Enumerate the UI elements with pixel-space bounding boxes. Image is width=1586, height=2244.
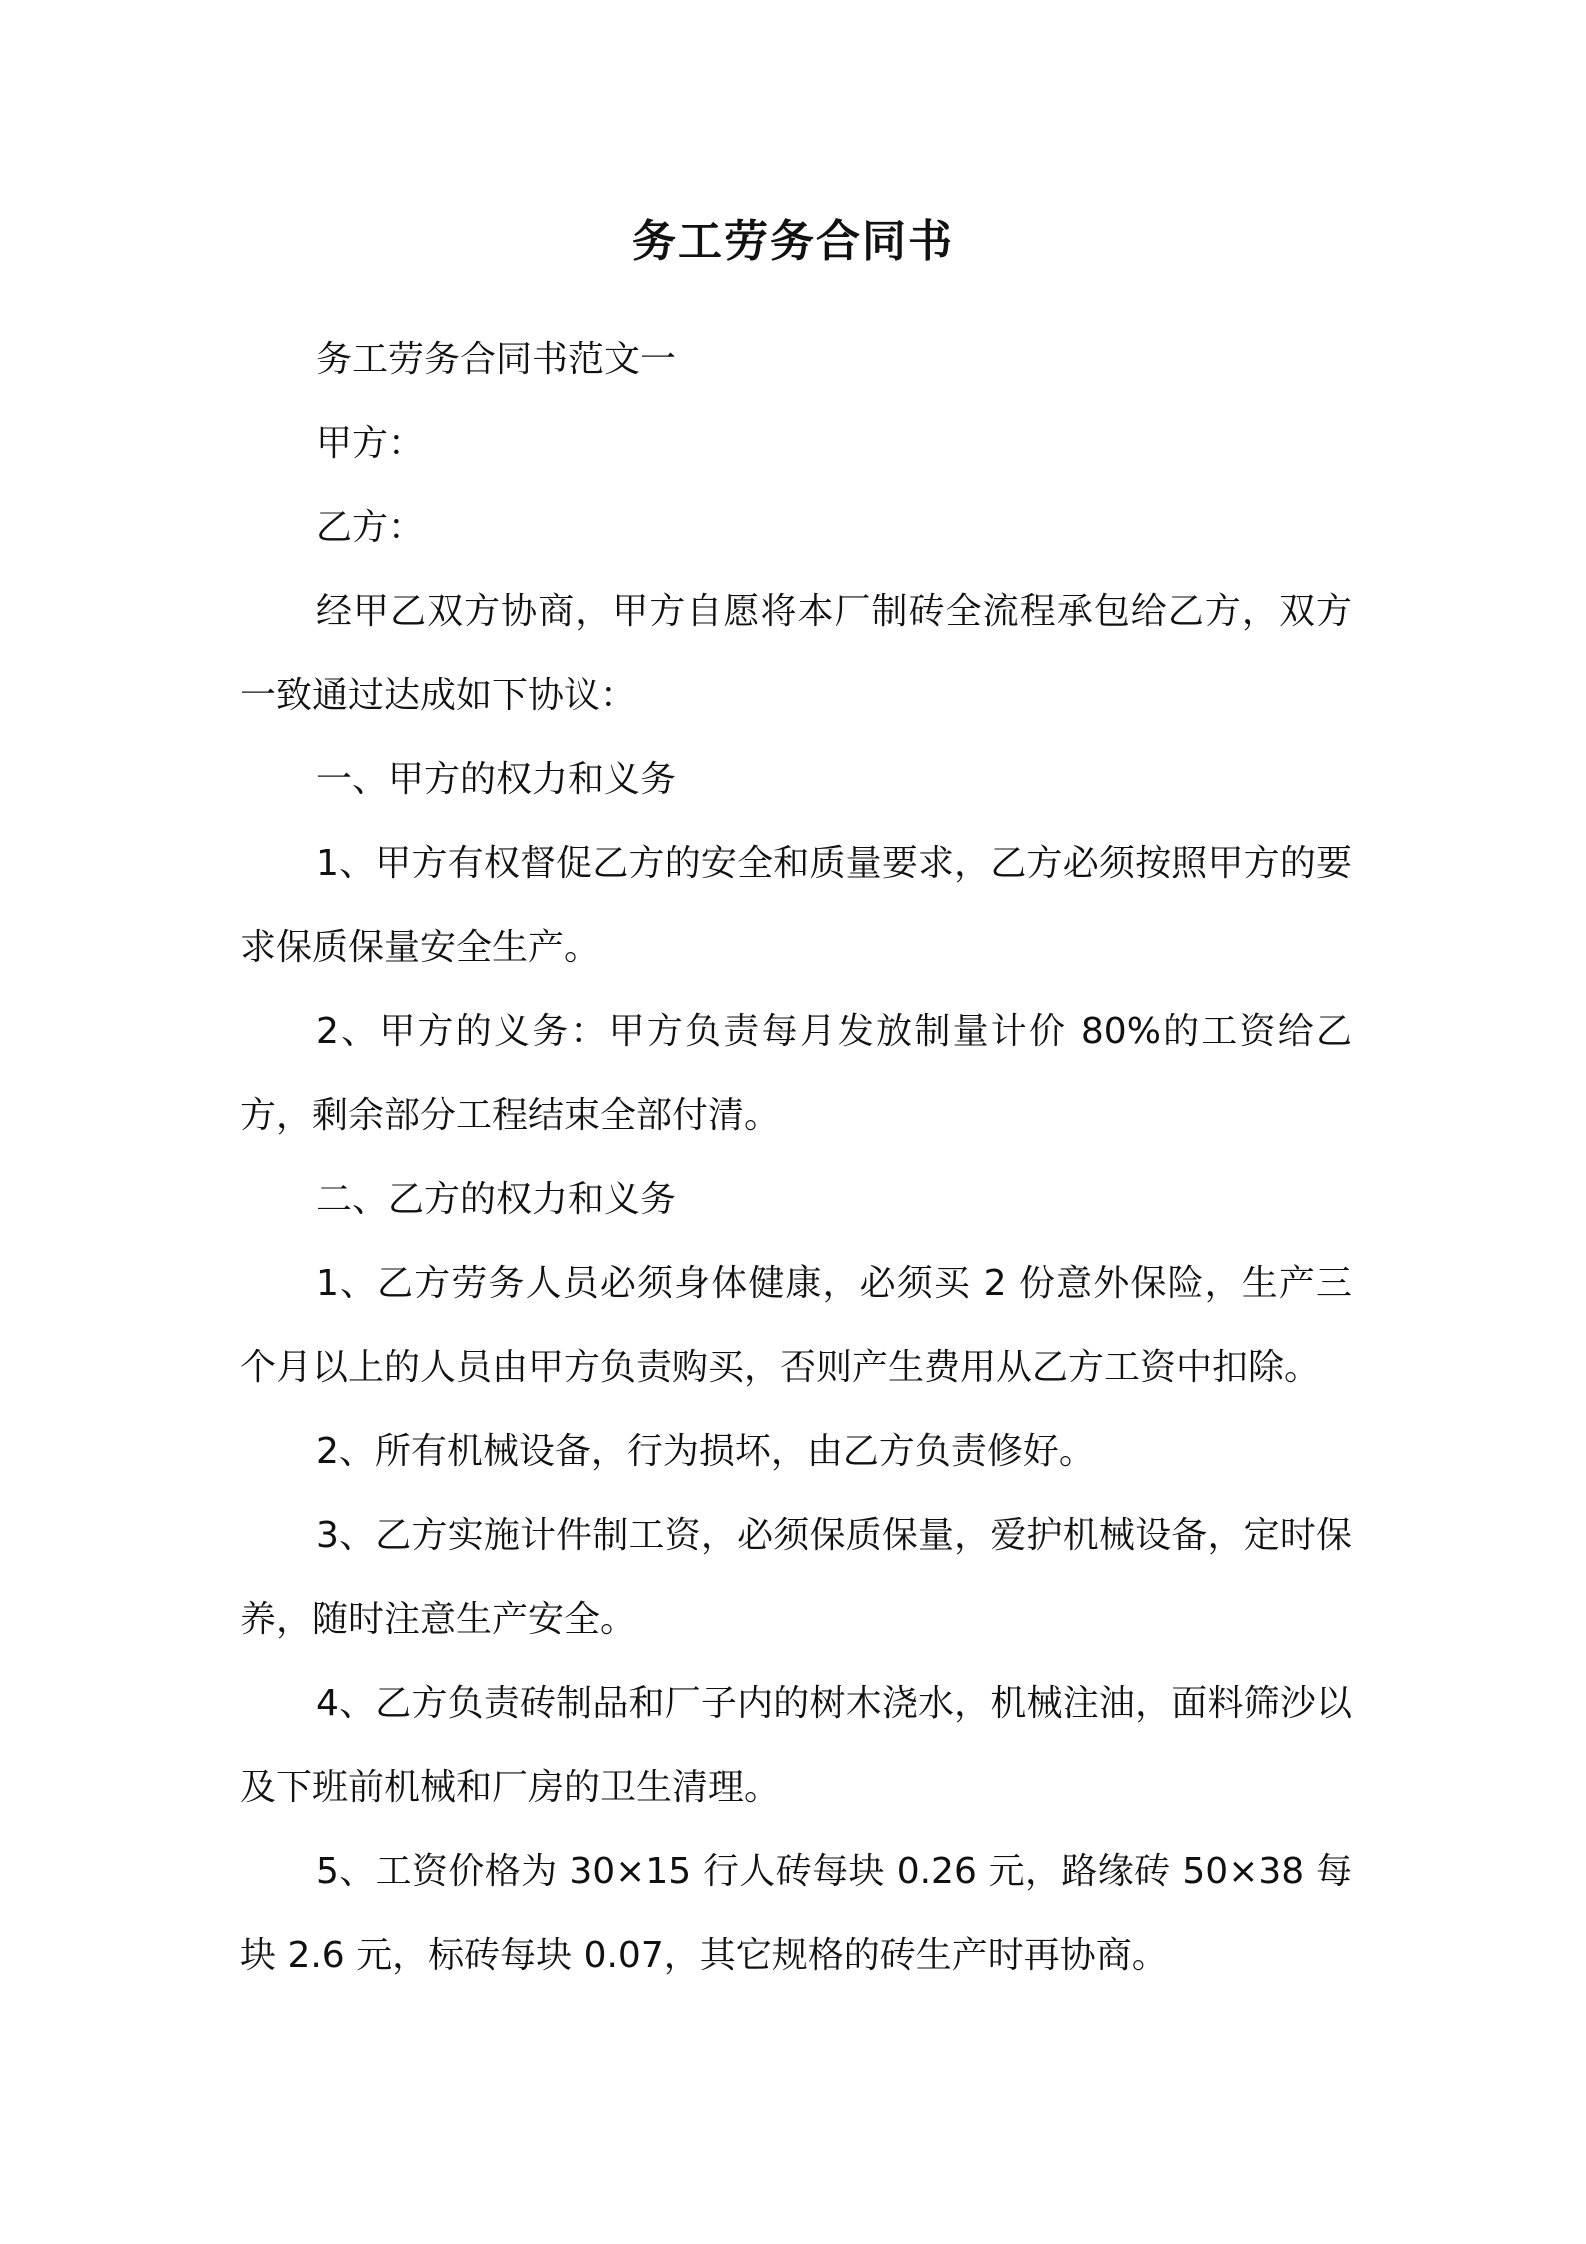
clause-a-1: 1、甲方有权督促乙方的安全和质量要求，乙方必须按照甲方的要求保质保量安全生产。	[240, 843, 1352, 968]
document-body	[240, 318, 1352, 1998]
clause-b-1: 1、乙方劳务人员必须身体健康，必须买 2 份意外保险，生产三个月以上的人员由甲方负责购买，否则产生费用从乙方工资中扣除。	[240, 1263, 1352, 1388]
paragraph-preamble: 经甲乙双方协商，甲方自愿将本厂制砖全流程承包给乙方，双方一致通过达成如下协议：	[240, 591, 1352, 716]
clause-b-5: 5、工资价格为 30×15 行人砖每块 0.26 元，路缘砖 50×38 每块 2.6 元，标砖每块 0.07，其它规格的砖生产时再协商。	[240, 1851, 1352, 1976]
section-heading-party-a: 一、甲方的权力和义务	[316, 759, 677, 800]
section-heading-party-b: 二、乙方的权力和义务	[316, 1179, 677, 1220]
paragraph-party-b: 乙方：	[316, 507, 425, 548]
paragraph-party-a: 甲方：	[316, 423, 425, 464]
paragraph-subtitle: 务工劳务合同书范文一	[316, 339, 677, 380]
document-title: 务工劳务合同书	[632, 216, 954, 267]
clause-b-4: 4、乙方负责砖制品和厂子内的树木浇水，机械注油，面料筛沙以及下班前机械和厂房的卫生清理。	[240, 1683, 1352, 1808]
clause-b-3: 3、乙方实施计件制工资，必须保质保量，爱护机械设备，定时保养，随时注意生产安全。	[240, 1515, 1352, 1640]
clause-b-2: 2、所有机械设备，行为损坏，由乙方负责修好。	[316, 1431, 1095, 1472]
clause-a-2: 2、甲方的义务：甲方负责每月发放制量计价 80%的工资给乙方，剩余部分工程结束全部付清。	[240, 1011, 1352, 1136]
